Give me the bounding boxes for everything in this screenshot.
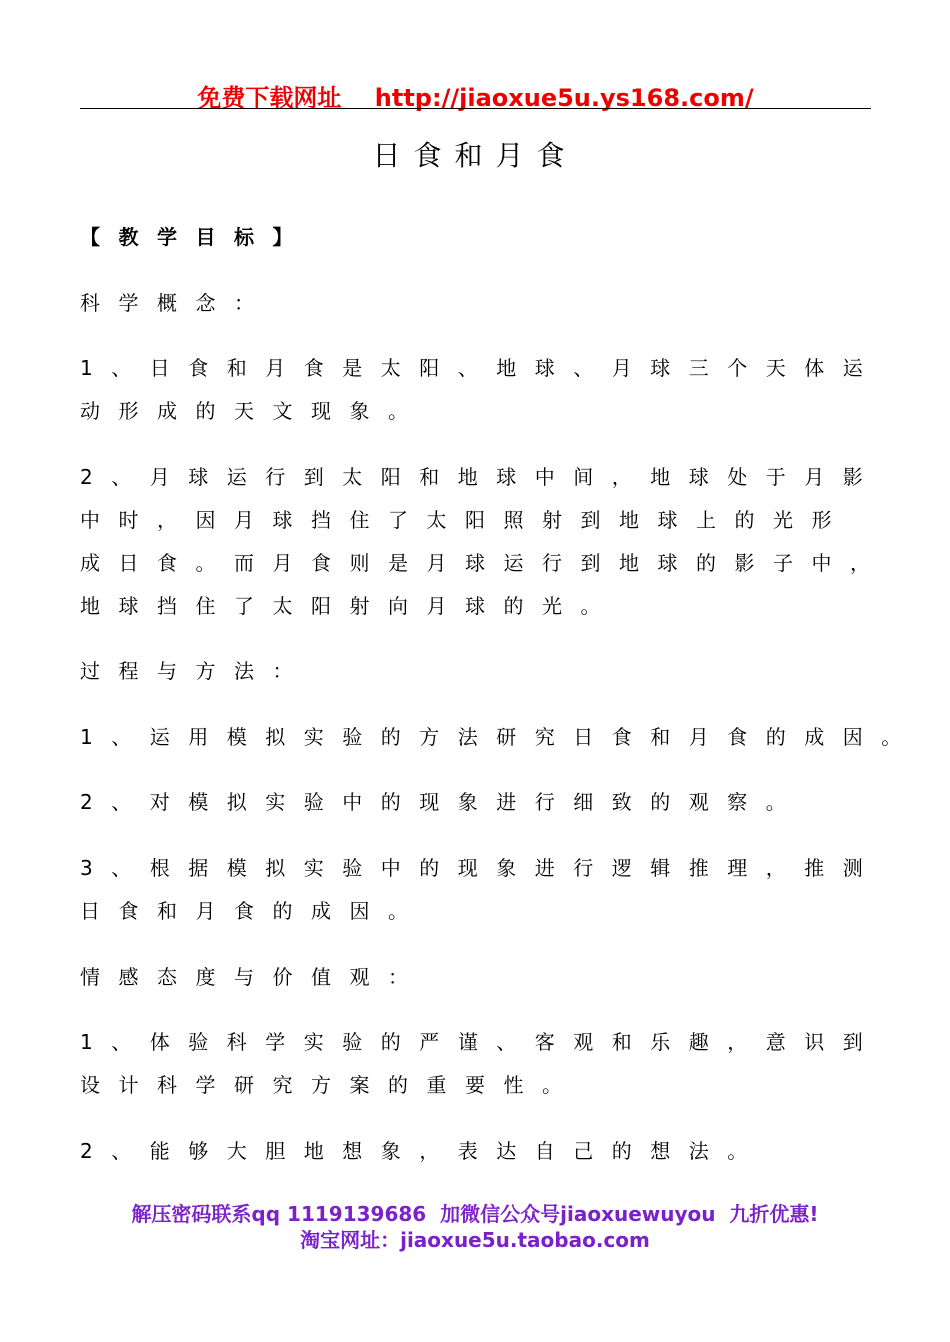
process-heading: 过程与方法：	[80, 659, 311, 683]
footer-contact-text: 解压密码联系qq 1119139686 加微信公众号jiaoxuewuyou 九折优惠!	[131, 1202, 819, 1226]
concept-item-2-line-4: 地球挡住了太阳射向月球的光。	[80, 594, 619, 618]
header-divider	[80, 108, 871, 109]
emotion-item-1-line-1: 1、体验科学实验的严谨、客观和乐趣，意识到	[80, 1030, 882, 1054]
process-item-1: 1、运用模拟实验的方法研究日食和月食的成因。	[80, 725, 920, 749]
emotion-item-2: 2、能够大胆地想象，表达自己的想法。	[80, 1139, 766, 1163]
emotion-heading: 情感态度与价值观：	[80, 965, 427, 989]
emotion-item-1-line-2: 设计科学研究方案的重要性。	[80, 1073, 581, 1097]
header-link-text: 免费下载网址 http://jiaoxue5u.ys168.com/	[197, 84, 754, 112]
process-item-3-line-2: 日食和月食的成因。	[80, 899, 427, 923]
concept-item-2-line-1: 2、月球运行到太阳和地球中间，地球处于月影	[80, 465, 882, 489]
concept-item-1-line-2: 动形成的天文现象。	[80, 399, 427, 423]
concept-item-2-line-2: 中时，因月球挡住了太阳照射到地球上的光形	[80, 508, 850, 532]
concept-item-2-line-3: 成日食。而月食则是月球运行到地球的影子中，	[80, 551, 889, 575]
section-heading: 【教学目标】	[80, 225, 311, 249]
footer-shop-url: 淘宝网址：jiaoxue5u.taobao.com	[300, 1228, 650, 1252]
page-title: 日食和月食	[372, 139, 578, 172]
concept-item-1-line-1: 1、日食和月食是太阳、地球、月球三个天体运	[80, 356, 882, 380]
concept-heading: 科学概念：	[80, 291, 273, 315]
process-item-3-line-1: 3、根据模拟实验中的现象进行逻辑推理，推测	[80, 856, 882, 880]
process-item-2: 2、对模拟实验中的现象进行细致的观察。	[80, 790, 805, 814]
